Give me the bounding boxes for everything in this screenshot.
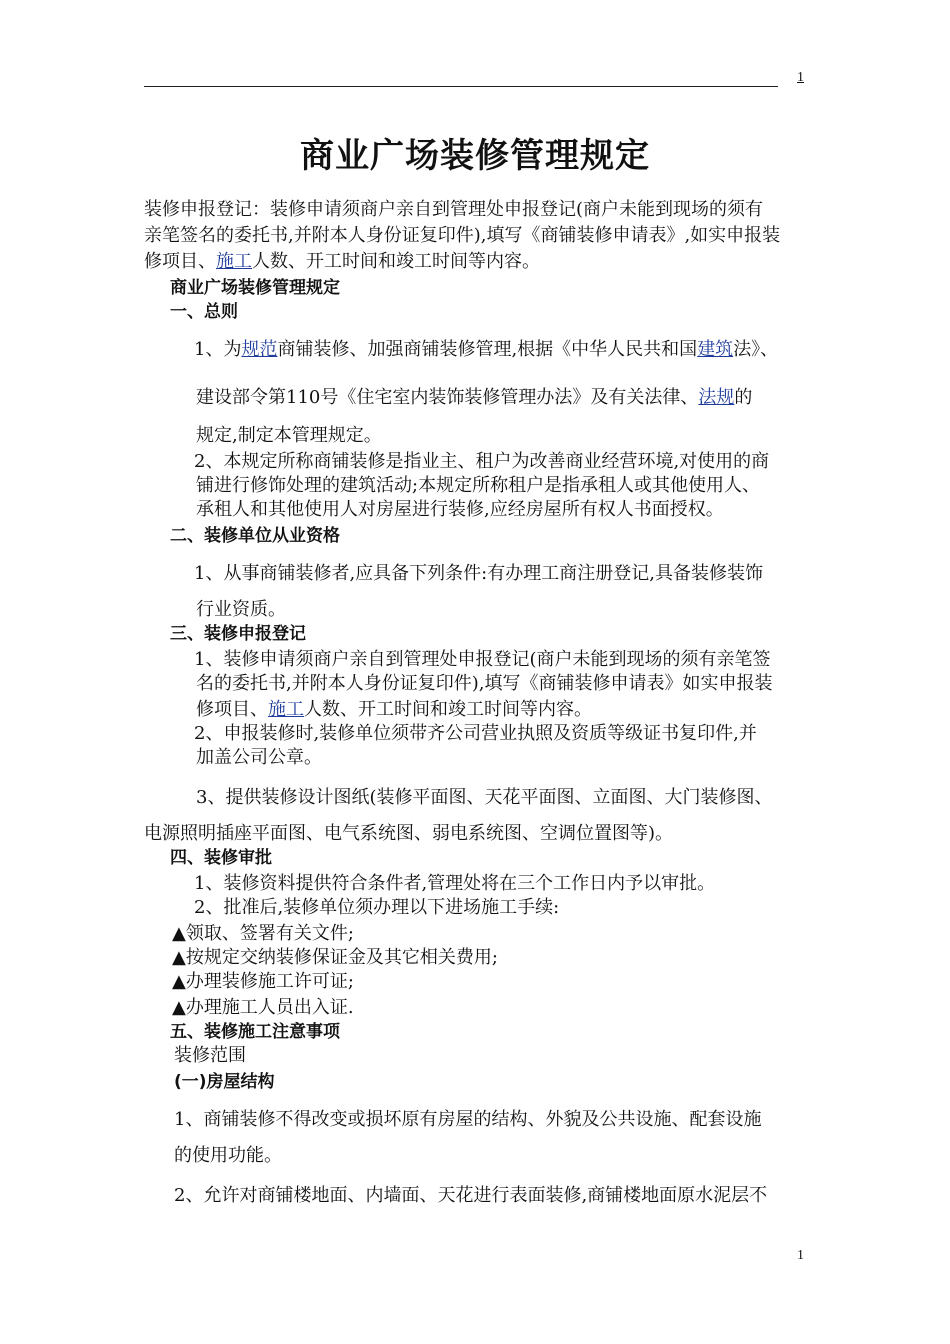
s2-p1-line-1: 1、从事商铺装修者,应具备下列条件:有办理工商注册登记,具备装修装饰	[194, 563, 763, 584]
s3-p1-line-3	[196, 698, 592, 722]
text: 的	[734, 387, 753, 408]
s5-p1-line-1: 1、商铺装修不得改变或损坏原有房屋的结构、外貌及公共设施、配套设施	[174, 1109, 762, 1130]
text: 法》、	[733, 339, 779, 360]
s4-list-item: ▲办理施工人员出入证.	[172, 997, 354, 1018]
s3-p3-line-1: 3、提供装修设计图纸(装修平面图、天花平面图、立面图、大门装修图、	[196, 787, 773, 808]
s1-p1-line-3: 规定,制定本管理规定。	[196, 425, 382, 446]
link-construction[interactable]: 施工	[216, 251, 252, 272]
section-3-heading: 三、装修申报登记	[170, 624, 306, 644]
s3-p2-line-1: 2、申报装修时,装修单位须带齐公司营业执照及资质等级证书复印件,并	[194, 723, 757, 744]
link-architecture[interactable]: 建筑	[697, 339, 734, 360]
section-2-heading: 二、装修单位从业资格	[170, 526, 340, 546]
footer-page-number: 1	[797, 1248, 804, 1263]
intro-text: 修项目、	[144, 251, 216, 272]
section-5-heading: 五、装修施工注意事项	[170, 1022, 340, 1042]
section-4-heading: 四、装修审批	[170, 848, 272, 868]
s2-p1-line-2: 行业资质。	[196, 599, 286, 620]
text: 商铺装修、加强商铺装修管理,根据《中华人民共和国	[277, 339, 698, 360]
s3-p2-line-2: 加盖公司公章。	[196, 747, 322, 768]
s3-p1-line-2: 名的委托书,并附本人身份证复印件),填写《商铺装修申请表》如实申报装	[196, 673, 773, 694]
s5-p2-line-1: 2、允许对商铺楼地面、内墙面、天花进行表面装修,商铺楼地面原水泥层不	[174, 1185, 768, 1206]
s4-p1: 1、装修资料提供符合条件者,管理处将在三个工作日内予以审批。	[194, 873, 716, 894]
s1-p1-line-2	[196, 386, 752, 410]
s4-p2: 2、批准后,装修单位须办理以下进场施工手续:	[194, 897, 560, 918]
link-regulations[interactable]: 法规	[698, 387, 735, 408]
s4-list-item: ▲办理装修施工许可证;	[172, 971, 354, 992]
s3-p1-line-1: 1、装修申请须商户亲自到管理处申报登记(商户未能到现场的须有亲笔签	[194, 649, 771, 670]
s1-p2-line-2: 铺进行修饰处理的建筑活动;本规定所称租户是指承租人或其他使用人、	[196, 475, 761, 496]
s5-p1-line-2: 的使用功能。	[174, 1145, 282, 1166]
link-standardize[interactable]: 规范	[241, 339, 278, 360]
s5-subheading: (一)房屋结构	[174, 1072, 275, 1092]
text: 建设部令第110号《住宅室内装饰装修管理办法》及有关法律、	[196, 387, 699, 408]
link-construction-2[interactable]: 施工	[268, 699, 304, 720]
section-1-heading: 一、总则	[170, 302, 238, 322]
text: 1、为	[194, 339, 242, 360]
intro-line-1: 装修申报登记：装修申请须商户亲自到管理处申报登记(商户未能到现场的须有	[144, 199, 764, 220]
s4-list-item: ▲领取、签署有关文件;	[172, 923, 354, 944]
intro-line-3	[144, 250, 540, 274]
s1-p2-line-1: 2、本规定所称商铺装修是指业主、租户为改善商业经营环境,对使用的商	[194, 451, 770, 472]
text: 人数、开工时间和竣工时间等内容。	[304, 699, 592, 720]
intro-text: 人数、开工时间和竣工时间等内容。	[252, 251, 540, 272]
s1-p1-line-1	[194, 338, 778, 362]
header-page-number: 1	[797, 70, 804, 85]
intro-line-2: 亲笔签名的委托书,并附本人身份证复印件),填写《商铺装修申请表》,如实申报装	[144, 225, 781, 246]
subtitle: 商业广场装修管理规定	[170, 278, 340, 298]
s1-p2-line-3: 承租人和其他使用人对房屋进行装修,应经房屋所有权人书面授权。	[196, 499, 724, 520]
s5-scope: 装修范围	[174, 1045, 246, 1066]
s4-list-item: ▲按规定交纳装修保证金及其它相关费用;	[172, 947, 498, 968]
document-title: 商业广场装修管理规定	[300, 136, 650, 176]
text: 修项目、	[196, 699, 268, 720]
s3-p3-line-2: 电源照明插座平面图、电气系统图、弱电系统图、空调位置图等)。	[144, 823, 674, 844]
header-rule	[144, 86, 778, 87]
